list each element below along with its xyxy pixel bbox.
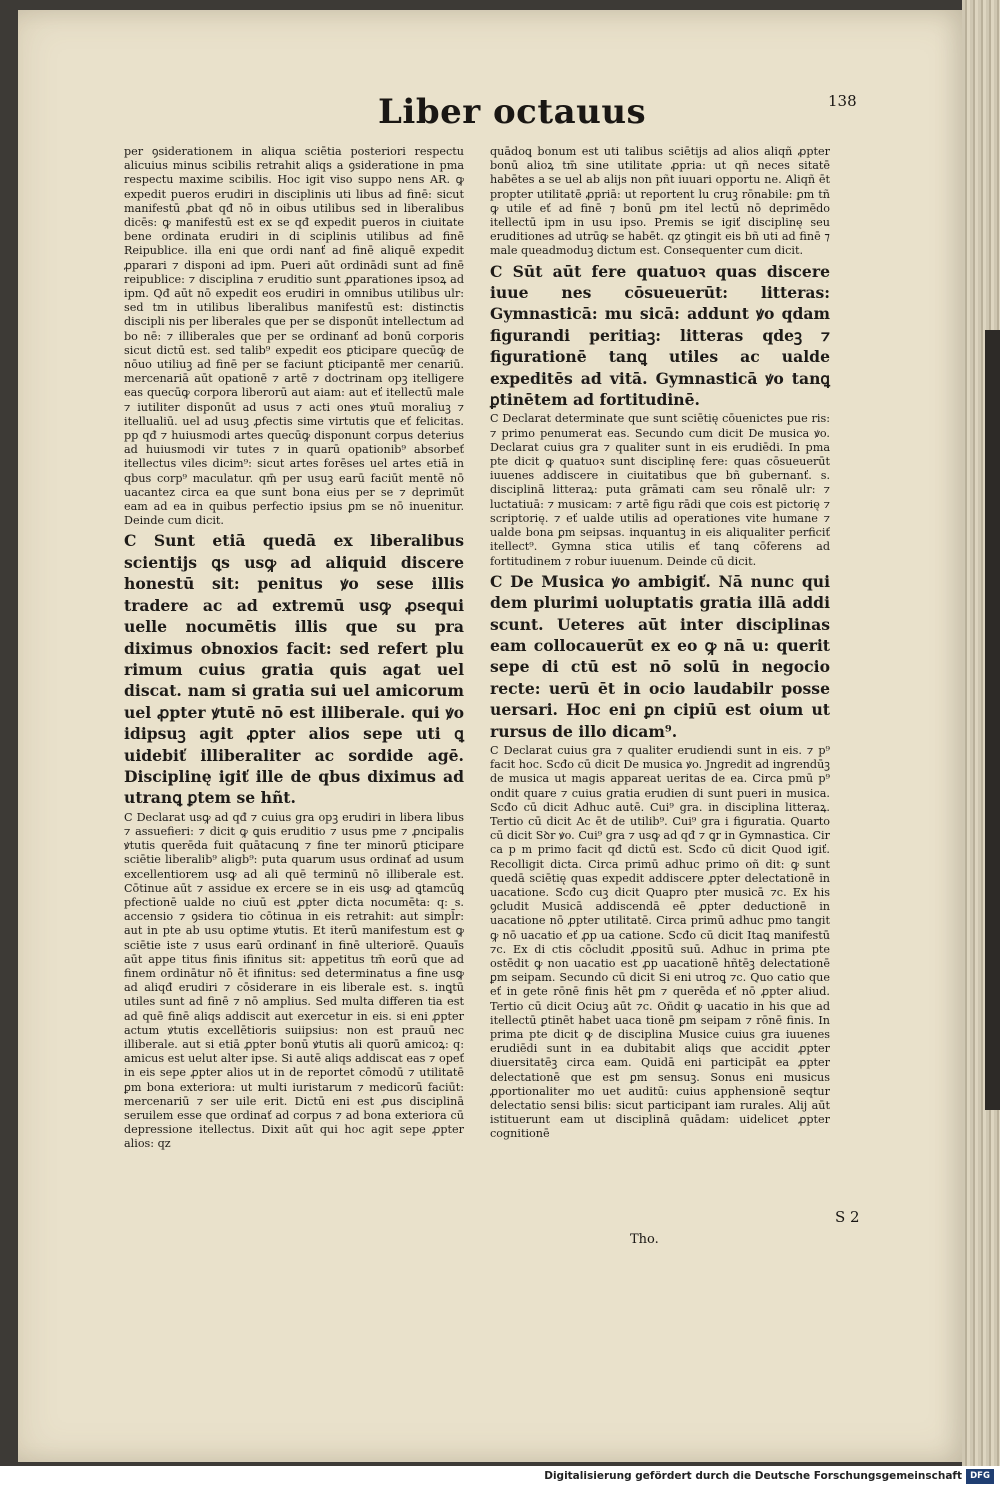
left-column	[124, 145, 464, 1154]
footer-bar	[0, 1466, 1000, 1488]
funding-credit: Digitalisierung gefördert durch die Deutsche Forschungsgemeinschaft	[544, 1470, 962, 1482]
commentary-block: per ꝯsiderationem in aliqua sciētia posteriori respectu alicuius minus scibilis retrahit aliqs a ꝯsideratione in pma respectu maxime scibilis. Hoc igit viso suppo nens AR. ꝙ expedit pueros erudiri in disciplinis uti libus ad finē: sicut manifestū ꝓbat qđ nō in oibus utilibus sed in liberalibus dicēs: ꝙ manifestū est ex se qđ expedit pueros in ciuitate bene ordinata erudiri in di sciplinis utilibus ad finē Reipublice. illa eni que ordi nanť ad finē aliquē expedit ꝓparari ⁊ disponi ad ipm. Pueri aūt ordinādi sunt ad finē reipublice: ⁊ disciplina ⁊ eruditio sunt ꝓparationes ipsoꝝ ad ipm. Qđ aūt nō expedit eos erudiri in omnibus utilibus ulr: sed tm in utilibus liberalibus manifestū est: distinctis discipli nis per liberales que per se disponūt intellectum ad bo nē: ⁊ illiberales que per se ordinanť ad bonū corporis sicut dictū est. sed talib⁹ expedit eos ꝑticipare quecūꝙ de nōuo utiliuꝫ ad finē per se faciunt ꝑticipantē mer cenariū. mercenariā aūt opationē ⁊ artē ⁊ doctrinam opꝫ itelligere eas quecūꝙ corpora liberorū aut aiam: aut eť itellectū male ⁊ iutiliter disponūt ad usus ⁊ acti ones ꝟtuū moraliuꝫ ⁊ itellualiū. uel ad usuꝫ ꝓfectis sime virtutis que eť felicitas. pp qđ ⁊ huiusmodi artes quecūꝙ disponunt corpus deterius ad huiusmodi vir tutes ⁊ in quarū opationib⁹ absorbeť itellectus viles dicim⁹: sicut artes forēses uel artes etiā in qbus corp⁹ maculatur. qm̄ per usuꝫ earū faciūt mentē nō uacantez circa ea que sunt bona eius per se ⁊ deprimūt eam ad ea in quibus perfectio ipsius ꝑm se nō inuenitur. Deinde cum dicit.	[124, 145, 464, 528]
main-text-block: C Sunt etiā quedā ex liberalibus scientijs ꝗs usꝙ ad aliquid discere honestū sit: penitus ꝟo sese illis tradere ac ad extremū usꝙ ꝓsequi uelle nocumētis illis que su pra diximus obnoxios facit: sed refert plu rimum cuius gratia quis agat uel discat. nam si gratia sui uel amicorum uel ꝓpter ꝟtutē nō est illiberale. qui ꝟo idipsuꝫ agit ꝓpter alios sepe uti ꝗ uidebiť illiberaliter ac sordide agē. Disciplinę igiť ille de qbus diximus ad utranꝗ ꝑtem se hñt.	[124, 531, 464, 808]
right-column	[490, 145, 830, 1144]
running-headline: Liber octauus	[378, 92, 647, 132]
dfg-logo: DFG	[966, 1469, 994, 1484]
signature-mark: S 2	[835, 1208, 860, 1226]
main-text-block: C Sūt aūt fere quatuoꝛ quas discere iuue nes cōsueuerūt: litteras: Gymnasticā: mu sicā: addunt ꝟo qdam figurandi peritiaꝫ: litteras qdeꝫ ⁊ figurationē tanꝗ utiles ac ualde expeditēs ad vitā. Gymnasticā ꝟo tanꝗ ꝑtinētem ad fortitudinē.	[490, 261, 830, 410]
folio-number: 138	[828, 92, 857, 110]
commentary-block: C Declarat cuius gra ⁊ qualiter erudiendi sunt in eis. ⁊ p⁹ facit hoc. Scđo cū dicit De musica ꝟo. Jngredit ad ingrendūꝫ de musica ut magis appareat ueritas de ea. Circa pmū p⁹ ondit quare ⁊ cuius gratia erudien di sunt pueri in musica. Scđo cū dicit Adhuc autē. Cui⁹ gra. in disciplina litteraꝝ. Tertio cū dicit Ac ēt de utilib⁹. Cui⁹ gra i figuratia. Quarto cū dicit Sꝺr ꝟo. Cui⁹ gra ⁊ usꝙ ad qđ ⁊ ꝗr in Gymnastica. Cir ca p m primo facit qđ dictū est. Scđo cū dicit Quod igiť. Recolligit dicta. Circa primū adhuc primo oñ dit: ꝙ sunt quedā sciētię quas expedit addiscere ꝓpter delectationē in uacatione. Scđo cuꝫ dicit Quapro pter musicā ⁊c. Ex his ꝯcludit Musicā addiscendā eē ꝓpter deductionē in uacatione nō ꝓpter utilitatē. Circa primū adhuc pmo tangit ꝙ nō uacatio eť ꝓp ua catione. Scđo cū dicit Itaꝗ manifestū ⁊c. Ex di ctis cōcludit ꝓpositū suū. Adhuc in prima pte ostēdit ꝙ non uacatio est ꝓp uacationē hñtēꝫ delectationē ꝑm seipam. Secundo cū dicit Si eni utroꝗ ⁊c. Quo catio que eť in gete rōnē finis hēt ꝑm ⁊ querēda eť nō ꝓpter aliud. Tertio cū dicit Ociuꝫ aūt ⁊c. Oñdit ꝙ uacatio in his que ad itellectū ꝑtinēt habet uaca tionē ꝑm seipam ⁊ rōnē finis. In prima pte dicit ꝙ de disciplina Musice cuius gra iuuenes erudiēdi sunt in ea dubitabit aliqs que accidit ꝓpter diuersitatēꝫ circa eam. Quidā eni participāt ea ꝓpter delectationē que est ꝑm sensuꝫ. Sonus eni musicus ꝓportionaliter mo uet auditū: cuius apphensionē seqtur delectatio sensi bilis: sicut participant iam rurales. Alij aūt istituerunt eam ut disciplinā quādam: uidelicet ꝓpter cognitionē	[490, 743, 830, 1141]
catchword: Tho.	[630, 1232, 659, 1247]
commentary-block: quādoꝗ bonum est uti talibus sciētijs ad alios aliqñ ꝓpter bonū alioꝝ tm̄ sine utilitate ꝓpria: ut qñ neces sitatē habētes a se uel ab alijs non pñt iuuari opportu ne. Aliqñ ēt propter utilitatē ꝓpriā: ut reportent lu cruꝫ rōnabile: ꝑm tñ ꝙ utile eť ad finē ⁊ bonū ꝑm itel lectū nō deprimēdo itellectū ipm in usu ipso. Premis se igiť disciplinę seu eruditiones ad utrūꝙ se habēt. qz ꝯtingit eis bñ uti ad finē ⁊ male queadmoduꝫ dictum est. Consequenter cum dicit.	[490, 145, 830, 258]
commentary-block: C Declarat determinate que sunt sciētię cōuenictes pue ris: ⁊ primo penumerat eas. Secundo cum dicit De musica ꝟo. Declarat cuius gra ⁊ qualiter sunt in eis erudiēdi. In pma pte dicit ꝙ quatuoꝛ sunt disciplinę fere: quas cōsueuerūt iuuenes addiscere in ciuitatibus que bñ gubernanť. s. disciplinā litteraꝝ: puta grāmati cam seu rōnalē ulr: ⁊ luctatiuā: ⁊ musicam: ⁊ artē figu rādi que cois est pictorię ⁊ scriptorię. ⁊ eť ualde utilis ad operationes vite humane ⁊ ualde bona ꝑm seipsas. inquantuꝫ in eis aliqualiter perficiť itellect⁹. Gymna stica utilis eť tanꝗ cōferens ad fortitudinem ⁊ robur iuuenum. Deinde cū dicit.	[490, 412, 830, 568]
book-page	[18, 10, 968, 1462]
binding-shadow	[985, 330, 1000, 1110]
main-text-block: C De Musica ꝟo ambigiť. Nā nunc qui dem plurimi uoluptatis gratia illā addi scunt. Ueteres aūt inter disciplinas eam collocauerūt ex eo ꝙ nā u: querit sepe di ctū est nō solū in negocio recte: uerū ēt in ocio laudabilr posse uersari. Hoc eni ꝑn cipiū est oium ut rursus de illo dicam⁹.	[490, 571, 830, 741]
commentary-block: C Declarat usꝙ ad qđ ⁊ cuius gra opꝫ erudiri in libera libus ⁊ assuefieri: ⁊ dicit ꝙ ꝗuis eruditio ⁊ usus pme ⁊ ꝓncipalis ꝟtutis querēda fuit quātacunꝗ ⁊ fine ter minorū ꝑticipare sciētie liberalib⁹ aligb⁹: puta quarum usus ordinať ad usum excellentiorem usꝙ ad ali quē terminū nō illiberale est. Cōtinue aūt ⁊ assidue ex ercere se in eis usꝙ ad ꝗtamcūꝗ pfectionē ualde no ciuū est ꝓpter dicta nocumēta: q: s. accensio ⁊ ꝯsidera tio cōtinua in eis retrahit: aut simpl̄r: aut in pte ab usu optime ꝟtutis. Et iterū manifestum est ꝙ sciētie iste ⁊ usus earū ordinanť in finē ulteriorē. Quauīs aūt appe titus finis ifinitus sit: appetitus tm̄ eorū que ad finem ordinātur nō ēt ifinitus: sed determinatus a fine usꝙ ad aliqđ erudiri ⁊ cōsiderare in eis liberale est. s. inꝗtū utiles sunt ad finē ⁊ nō amplius. Sed multa differen tia est ad quē finē aliqs addiscit aut exercetur in eis. si eni ꝓpter actum ꝟtutis excellētioris suiipsius: non est prauū nec illiberale. aut si etiā ꝓpter bonū ꝟtutis ali quorū amicoꝝ: q: amicus est uelut alter ipse. Si autē aliqs addiscat eas ⁊ opeť in eis sepe ꝓpter alios ut in de reportet cōmodū ⁊ utilitatē ꝑm bona exteriora: ut multi iuristarum ⁊ medicorū faciūt: mercenariū ⁊ ser uile erit. Dictū eni est ꝓus disciplinā seruilem esse que ordinať ad corpus ⁊ ad bona exteriora cū depressione itellectus. Dixit aūt qui hoc agit sepe ꝓpter alios: qz	[124, 810, 464, 1151]
